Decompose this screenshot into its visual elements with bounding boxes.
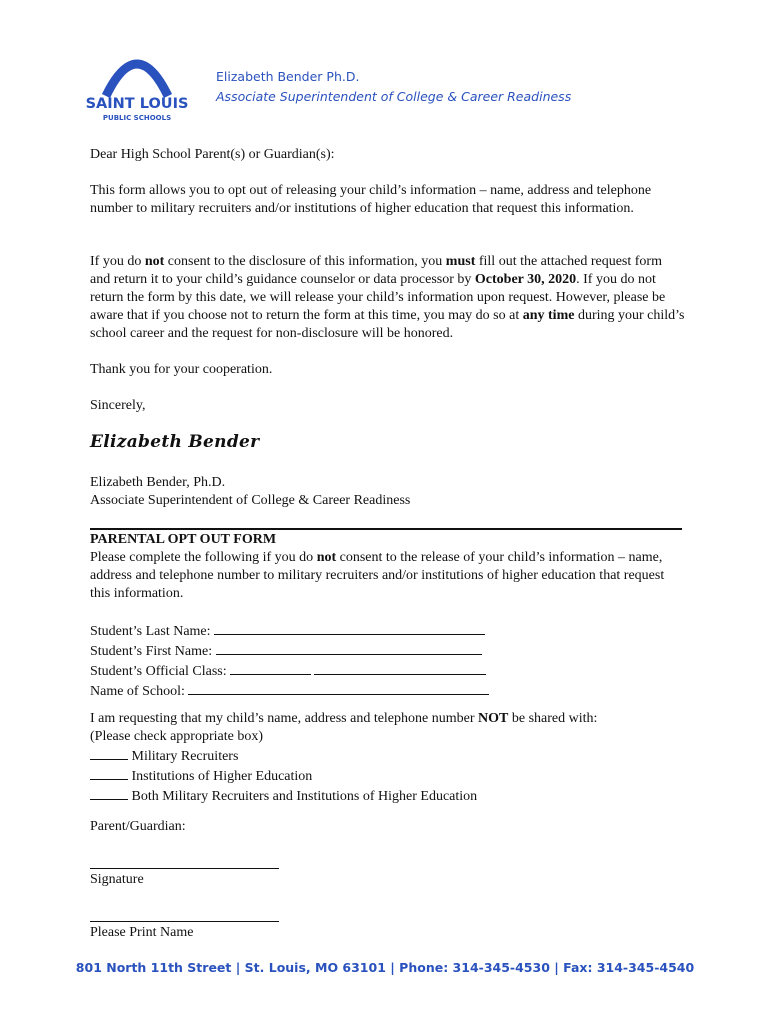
guardian-label: Parent/Guardian: <box>90 819 186 834</box>
letterhead-title: Associate Superintendent of College & Career Readiness <box>216 89 572 104</box>
option-both-checkbox[interactable] <box>90 786 128 800</box>
closing: Sincerely, <box>90 398 146 413</box>
print-name-line[interactable] <box>90 921 279 922</box>
option-higher-ed[interactable]: Institutions of Higher Education <box>90 766 685 786</box>
option-both[interactable]: Both Military Recruiters and Institutions of Higher Education <box>90 786 685 806</box>
signer-block <box>90 474 685 510</box>
signer-name: Elizabeth Bender, Ph.D. <box>90 475 226 490</box>
letter-paragraph-2: If you do not consent to the disclosure of this information, you must fill out the attached request form and return it to your child’s guidance counselor or data processor by October 30, 2020. If you do not return the form by this date, we will release your child’s information upon request. However, please be aware that if you choose not to return the form at this time, you may do so at any time during your child’s school career and the request for non-disclosure will be honored. <box>90 254 685 341</box>
first-name-field[interactable]: Student’s First Name: <box>90 641 685 661</box>
saint-louis-public-schools-logo <box>85 50 189 126</box>
school-name-input[interactable] <box>188 681 489 695</box>
signature-label: Signature <box>90 872 144 887</box>
student-fields <box>90 621 685 701</box>
letterhead <box>216 67 571 107</box>
request-section: I am requesting that my child’s name, address and telephone number NOT be shared with: (Please check appropriate box) Military Recruiters Institutions of Higher Education Both Military Recruiters and Institutions of Higher Education <box>90 710 685 806</box>
letterhead-name: Elizabeth Bender Ph.D. <box>216 69 360 84</box>
signer-title: Associate Superintendent of College & Career Readiness <box>90 493 411 508</box>
letter-paragraph-1: This form allows you to opt out of releasing your child’s information – name, address and telephone number to military recruiters and/or institutions of higher education that request this information. <box>90 183 652 216</box>
section-divider <box>90 528 682 530</box>
last-name-input[interactable] <box>214 621 485 635</box>
official-class-field[interactable]: Student’s Official Class: <box>90 661 685 681</box>
option-higher-ed-checkbox[interactable] <box>90 766 128 780</box>
official-class-input[interactable] <box>230 661 311 675</box>
footer-contact: 801 North 11th Street | St. Louis, MO 63101 | Phone: 314-345-4530 | Fax: 314-345-4540 <box>75 960 695 975</box>
check-note: (Please check appropriate box) <box>90 729 263 744</box>
handwritten-signature: Elizabeth Bender <box>90 432 260 452</box>
first-name-input[interactable] <box>216 641 482 655</box>
opt-out-form-intro: PARENTAL OPT OUT FORM Please complete the following if you do not consent to the release of your child’s information – name, address and telephone number to military recruiters and/or institutions of higher education that request this information. <box>90 531 685 603</box>
form-title: PARENTAL OPT OUT FORM <box>90 532 277 547</box>
thanks-line: Thank you for your cooperation. <box>90 362 273 377</box>
last-name-field[interactable]: Student’s Last Name: <box>90 621 685 641</box>
school-name-field[interactable]: Name of School: <box>90 681 685 701</box>
option-military[interactable]: Military Recruiters <box>90 746 685 766</box>
option-military-checkbox[interactable] <box>90 746 128 760</box>
official-class-input-2[interactable] <box>314 661 486 675</box>
logo-line2: PUBLIC SCHOOLS <box>102 114 172 122</box>
print-name-label: Please Print Name <box>90 925 194 940</box>
logo-line1: SAINT LOUIS <box>85 96 189 112</box>
signature-line[interactable] <box>90 868 279 869</box>
salutation: Dear High School Parent(s) or Guardian(s): <box>90 147 335 162</box>
